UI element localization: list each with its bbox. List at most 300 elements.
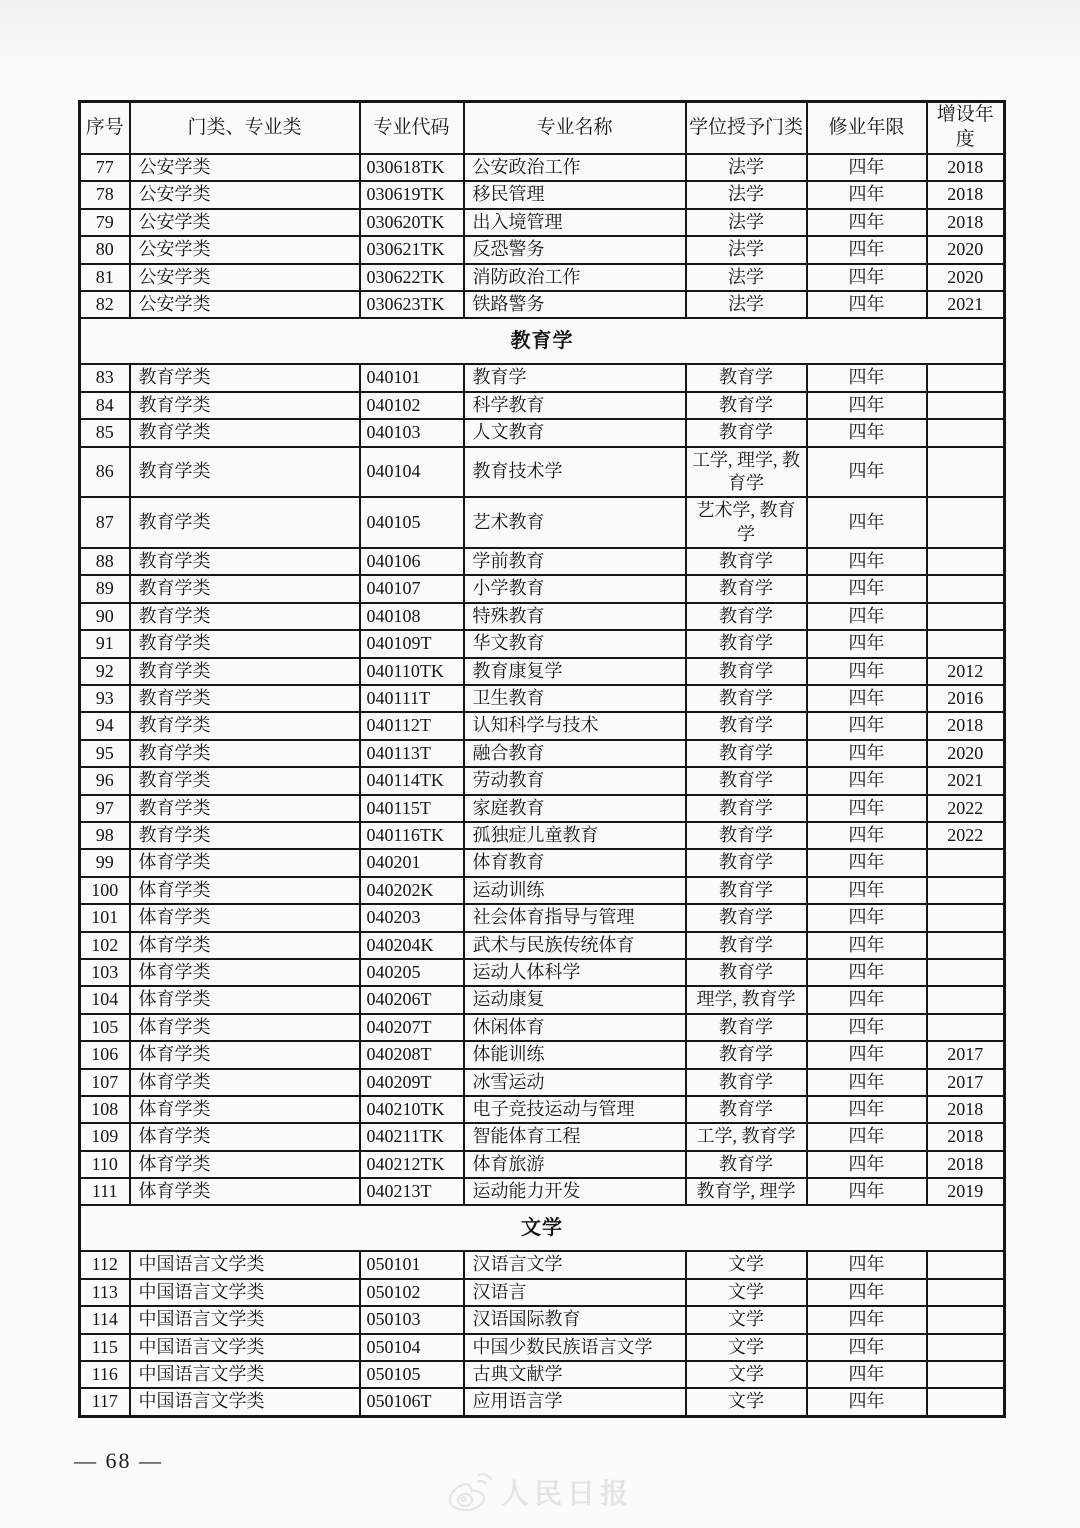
cell-added — [927, 603, 1005, 630]
cell-added: 2022 — [927, 822, 1005, 849]
table-row — [80, 904, 1005, 931]
cell-added: 2020 — [927, 236, 1005, 263]
cell-degree: 教育学 — [686, 1041, 807, 1068]
cell-name: 教育学 — [464, 364, 686, 391]
cell-degree: 法学 — [686, 236, 807, 263]
cell-category: 教育学类 — [130, 419, 360, 446]
cell-added: 2018 — [927, 1096, 1005, 1123]
cell-added — [927, 849, 1005, 876]
cell-name: 华文教育 — [464, 630, 686, 657]
cell-degree: 教育学 — [686, 658, 807, 685]
cell-name: 孤独症儿童教育 — [464, 822, 686, 849]
cell-code: 040102 — [360, 392, 464, 419]
table-row — [80, 849, 1005, 876]
cell-category: 教育学类 — [130, 392, 360, 419]
cell-category: 教育学类 — [130, 364, 360, 391]
cell-code: 040103 — [360, 419, 464, 446]
cell-code: 040111T — [360, 685, 464, 712]
cell-code: 040207T — [360, 1014, 464, 1041]
cell-years: 四年 — [807, 795, 927, 822]
cell-degree: 教育学 — [686, 1069, 807, 1096]
table-row — [80, 264, 1005, 291]
cell-code: 040210TK — [360, 1096, 464, 1123]
cell-added — [927, 1361, 1005, 1388]
cell-degree: 教育学 — [686, 904, 807, 931]
cell-added: 2020 — [927, 264, 1005, 291]
cell-no: 89 — [80, 575, 130, 602]
cell-no: 78 — [80, 181, 130, 208]
cell-name: 电子竞技运动与管理 — [464, 1096, 686, 1123]
majors-table — [78, 100, 1006, 1418]
cell-degree: 教育学 — [686, 548, 807, 575]
cell-code: 040112T — [360, 712, 464, 739]
table-row — [80, 392, 1005, 419]
cell-degree: 教育学 — [686, 603, 807, 630]
cell-category: 中国语言文学类 — [130, 1306, 360, 1333]
column-header-no: 序号 — [80, 102, 130, 155]
table-row — [80, 767, 1005, 794]
table-row — [80, 685, 1005, 712]
cell-years: 四年 — [807, 959, 927, 986]
cell-name: 消防政治工作 — [464, 264, 686, 291]
cell-years: 四年 — [807, 685, 927, 712]
cell-name: 学前教育 — [464, 548, 686, 575]
cell-degree: 工学, 教育学 — [686, 1123, 807, 1150]
cell-category: 公安学类 — [130, 181, 360, 208]
cell-added — [927, 1334, 1005, 1361]
cell-added: 2018 — [927, 1123, 1005, 1150]
table-row — [80, 209, 1005, 236]
cell-added: 2022 — [927, 795, 1005, 822]
column-header-degree: 学位授予门类 — [686, 102, 807, 155]
table-row — [80, 154, 1005, 181]
cell-code: 040209T — [360, 1069, 464, 1096]
cell-category: 体育学类 — [130, 1123, 360, 1150]
cell-code: 030618TK — [360, 154, 464, 181]
cell-name: 劳动教育 — [464, 767, 686, 794]
table-row — [80, 630, 1005, 657]
table-row — [80, 658, 1005, 685]
cell-degree: 文学 — [686, 1388, 807, 1416]
cell-no: 104 — [80, 986, 130, 1013]
cell-category: 中国语言文学类 — [130, 1334, 360, 1361]
cell-added: 2012 — [927, 658, 1005, 685]
cell-code: 030623TK — [360, 291, 464, 318]
cell-added — [927, 548, 1005, 575]
cell-degree: 教育学 — [686, 1014, 807, 1041]
cell-years: 四年 — [807, 603, 927, 630]
table-row — [80, 795, 1005, 822]
cell-code: 030622TK — [360, 264, 464, 291]
cell-no: 99 — [80, 849, 130, 876]
cell-code: 040213T — [360, 1178, 464, 1205]
table-row — [80, 603, 1005, 630]
cell-degree: 教育学 — [686, 1151, 807, 1178]
cell-years: 四年 — [807, 1334, 927, 1361]
cell-no: 101 — [80, 904, 130, 931]
cell-years: 四年 — [807, 419, 927, 446]
cell-added — [927, 447, 1005, 498]
table-row — [80, 548, 1005, 575]
cell-degree: 文学 — [686, 1334, 807, 1361]
cell-name: 认知科学与技术 — [464, 712, 686, 739]
table-row — [80, 1388, 1005, 1416]
cell-code: 040110TK — [360, 658, 464, 685]
cell-years: 四年 — [807, 1251, 927, 1278]
weibo-logo-icon — [447, 1472, 493, 1512]
cell-added — [927, 904, 1005, 931]
cell-no: 85 — [80, 419, 130, 446]
cell-code: 040116TK — [360, 822, 464, 849]
column-header-years: 修业年限 — [807, 102, 927, 155]
table-header-row — [80, 102, 1005, 155]
cell-code: 050106T — [360, 1388, 464, 1416]
cell-no: 96 — [80, 767, 130, 794]
cell-years: 四年 — [807, 986, 927, 1013]
cell-category: 教育学类 — [130, 603, 360, 630]
cell-added — [927, 497, 1005, 548]
cell-added: 2017 — [927, 1069, 1005, 1096]
cell-no: 111 — [80, 1178, 130, 1205]
cell-years: 四年 — [807, 1306, 927, 1333]
cell-degree: 教育学 — [686, 685, 807, 712]
cell-name: 体育旅游 — [464, 1151, 686, 1178]
cell-degree: 艺术学, 教育学 — [686, 497, 807, 548]
cell-years: 四年 — [807, 658, 927, 685]
table-row — [80, 497, 1005, 548]
cell-degree: 法学 — [686, 291, 807, 318]
cell-code: 040203 — [360, 904, 464, 931]
cell-code: 040107 — [360, 575, 464, 602]
cell-code: 050105 — [360, 1361, 464, 1388]
cell-code: 040114TK — [360, 767, 464, 794]
cell-name: 冰雪运动 — [464, 1069, 686, 1096]
cell-name: 人文教育 — [464, 419, 686, 446]
cell-degree: 法学 — [686, 264, 807, 291]
cell-category: 教育学类 — [130, 447, 360, 498]
cell-code: 040202K — [360, 877, 464, 904]
cell-years: 四年 — [807, 1041, 927, 1068]
cell-years: 四年 — [807, 236, 927, 263]
cell-name: 体能训练 — [464, 1041, 686, 1068]
cell-name: 铁路警务 — [464, 291, 686, 318]
cell-name: 小学教育 — [464, 575, 686, 602]
cell-years: 四年 — [807, 548, 927, 575]
cell-no: 116 — [80, 1361, 130, 1388]
table-row — [80, 1069, 1005, 1096]
cell-name: 古典文献学 — [464, 1361, 686, 1388]
cell-code: 040108 — [360, 603, 464, 630]
cell-degree: 教育学 — [686, 712, 807, 739]
cell-added: 2018 — [927, 181, 1005, 208]
cell-degree: 教育学 — [686, 575, 807, 602]
cell-degree: 文学 — [686, 1306, 807, 1333]
cell-years: 四年 — [807, 1361, 927, 1388]
cell-category: 教育学类 — [130, 685, 360, 712]
cell-years: 四年 — [807, 392, 927, 419]
cell-degree: 文学 — [686, 1361, 807, 1388]
column-header-category: 门类、专业类 — [130, 102, 360, 155]
cell-added — [927, 392, 1005, 419]
cell-name: 教育康复学 — [464, 658, 686, 685]
cell-no: 93 — [80, 685, 130, 712]
cell-name: 科学教育 — [464, 392, 686, 419]
cell-code: 040104 — [360, 447, 464, 498]
cell-degree: 法学 — [686, 154, 807, 181]
cell-category: 体育学类 — [130, 1041, 360, 1068]
cell-degree: 教育学 — [686, 932, 807, 959]
cell-code: 040212TK — [360, 1151, 464, 1178]
cell-name: 出入境管理 — [464, 209, 686, 236]
table-row — [80, 1334, 1005, 1361]
table-row — [80, 1041, 1005, 1068]
cell-no: 90 — [80, 603, 130, 630]
cell-category: 体育学类 — [130, 1014, 360, 1041]
table-row — [80, 291, 1005, 318]
table-row — [80, 986, 1005, 1013]
cell-code: 040206T — [360, 986, 464, 1013]
cell-degree: 工学, 理学, 教育学 — [686, 447, 807, 498]
cell-years: 四年 — [807, 904, 927, 931]
cell-degree: 教育学 — [686, 877, 807, 904]
cell-name: 体育教育 — [464, 849, 686, 876]
cell-category: 教育学类 — [130, 658, 360, 685]
cell-name: 移民管理 — [464, 181, 686, 208]
cell-code: 040113T — [360, 740, 464, 767]
cell-category: 教育学类 — [130, 630, 360, 657]
cell-name: 社会体育指导与管理 — [464, 904, 686, 931]
table-row — [80, 419, 1005, 446]
cell-added: 2020 — [927, 740, 1005, 767]
cell-years: 四年 — [807, 575, 927, 602]
cell-name: 休闲体育 — [464, 1014, 686, 1041]
cell-category: 教育学类 — [130, 712, 360, 739]
cell-category: 体育学类 — [130, 877, 360, 904]
cell-years: 四年 — [807, 364, 927, 391]
cell-no: 81 — [80, 264, 130, 291]
section-title: 教育学 — [80, 318, 1005, 364]
cell-no: 79 — [80, 209, 130, 236]
cell-category: 体育学类 — [130, 1069, 360, 1096]
cell-name: 运动训练 — [464, 877, 686, 904]
cell-years: 四年 — [807, 154, 927, 181]
table-row — [80, 1096, 1005, 1123]
cell-code: 040101 — [360, 364, 464, 391]
cell-degree: 教育学 — [686, 1096, 807, 1123]
cell-degree: 法学 — [686, 181, 807, 208]
cell-code: 040201 — [360, 849, 464, 876]
table-row — [80, 236, 1005, 263]
cell-no: 86 — [80, 447, 130, 498]
cell-added: 2021 — [927, 767, 1005, 794]
watermark — [447, 1472, 633, 1512]
table-row — [80, 959, 1005, 986]
cell-name: 运动人体科学 — [464, 959, 686, 986]
cell-added — [927, 959, 1005, 986]
cell-added — [927, 364, 1005, 391]
cell-years: 四年 — [807, 877, 927, 904]
cell-years: 四年 — [807, 1178, 927, 1205]
table-row — [80, 822, 1005, 849]
cell-degree: 教育学 — [686, 740, 807, 767]
table-row — [80, 1151, 1005, 1178]
watermark-label: 人民日报 — [500, 1479, 634, 1510]
cell-years: 四年 — [807, 740, 927, 767]
cell-years: 四年 — [807, 447, 927, 498]
cell-name: 反恐警务 — [464, 236, 686, 263]
cell-years: 四年 — [807, 1151, 927, 1178]
cell-category: 教育学类 — [130, 740, 360, 767]
cell-name: 家庭教育 — [464, 795, 686, 822]
cell-name: 艺术教育 — [464, 497, 686, 548]
cell-no: 112 — [80, 1251, 130, 1278]
cell-no: 83 — [80, 364, 130, 391]
section-row — [80, 1205, 1005, 1251]
cell-category: 体育学类 — [130, 849, 360, 876]
cell-degree: 教育学 — [686, 795, 807, 822]
table-row — [80, 1014, 1005, 1041]
cell-degree: 文学 — [686, 1279, 807, 1306]
cell-name: 融合教育 — [464, 740, 686, 767]
cell-years: 四年 — [807, 291, 927, 318]
cell-degree: 教育学 — [686, 822, 807, 849]
cell-no: 77 — [80, 154, 130, 181]
page-number: — 68 — — [74, 1448, 163, 1473]
cell-category: 公安学类 — [130, 154, 360, 181]
cell-category: 教育学类 — [130, 767, 360, 794]
cell-category: 教育学类 — [130, 822, 360, 849]
cell-years: 四年 — [807, 1069, 927, 1096]
cell-no: 103 — [80, 959, 130, 986]
table-row — [80, 1279, 1005, 1306]
cell-category: 体育学类 — [130, 1151, 360, 1178]
cell-no: 97 — [80, 795, 130, 822]
table-row — [80, 740, 1005, 767]
cell-code: 040106 — [360, 548, 464, 575]
cell-category: 中国语言文学类 — [130, 1251, 360, 1278]
cell-no: 100 — [80, 877, 130, 904]
cell-code: 050103 — [360, 1306, 464, 1333]
column-header-code: 专业代码 — [360, 102, 464, 155]
cell-added: 2019 — [927, 1178, 1005, 1205]
table-row — [80, 932, 1005, 959]
cell-name: 中国少数民族语言文学 — [464, 1334, 686, 1361]
cell-added — [927, 630, 1005, 657]
cell-name: 卫生教育 — [464, 685, 686, 712]
column-header-added: 增设年度 — [927, 102, 1005, 155]
cell-no: 113 — [80, 1279, 130, 1306]
cell-category: 体育学类 — [130, 932, 360, 959]
cell-name: 汉语言 — [464, 1279, 686, 1306]
cell-no: 84 — [80, 392, 130, 419]
cell-years: 四年 — [807, 630, 927, 657]
cell-no: 115 — [80, 1334, 130, 1361]
table-row — [80, 575, 1005, 602]
cell-name: 武术与民族传统体育 — [464, 932, 686, 959]
table-row — [80, 712, 1005, 739]
cell-added — [927, 986, 1005, 1013]
cell-years: 四年 — [807, 1388, 927, 1416]
cell-no: 82 — [80, 291, 130, 318]
cell-name: 特殊教育 — [464, 603, 686, 630]
cell-no: 91 — [80, 630, 130, 657]
cell-category: 体育学类 — [130, 959, 360, 986]
cell-code: 050102 — [360, 1279, 464, 1306]
cell-years: 四年 — [807, 767, 927, 794]
cell-added — [927, 575, 1005, 602]
cell-no: 117 — [80, 1388, 130, 1416]
cell-no: 87 — [80, 497, 130, 548]
cell-years: 四年 — [807, 1014, 927, 1041]
table-row — [80, 364, 1005, 391]
cell-category: 体育学类 — [130, 1178, 360, 1205]
cell-code: 040115T — [360, 795, 464, 822]
cell-category: 公安学类 — [130, 236, 360, 263]
cell-added — [927, 1014, 1005, 1041]
cell-no: 80 — [80, 236, 130, 263]
cell-degree: 教育学 — [686, 392, 807, 419]
cell-category: 教育学类 — [130, 795, 360, 822]
cell-added: 2018 — [927, 154, 1005, 181]
cell-no: 88 — [80, 548, 130, 575]
cell-added — [927, 1251, 1005, 1278]
cell-no: 94 — [80, 712, 130, 739]
section-row — [80, 318, 1005, 364]
cell-category: 中国语言文学类 — [130, 1388, 360, 1416]
cell-added: 2018 — [927, 209, 1005, 236]
cell-name: 汉语国际教育 — [464, 1306, 686, 1333]
cell-added — [927, 419, 1005, 446]
cell-degree: 理学, 教育学 — [686, 986, 807, 1013]
cell-degree: 教育学 — [686, 419, 807, 446]
cell-years: 四年 — [807, 1123, 927, 1150]
cell-code: 040105 — [360, 497, 464, 548]
cell-years: 四年 — [807, 497, 927, 548]
cell-code: 040204K — [360, 932, 464, 959]
table-row — [80, 1178, 1005, 1205]
cell-degree: 教育学, 理学 — [686, 1178, 807, 1205]
cell-name: 汉语言文学 — [464, 1251, 686, 1278]
cell-no: 108 — [80, 1096, 130, 1123]
cell-code: 050104 — [360, 1334, 464, 1361]
cell-no: 95 — [80, 740, 130, 767]
cell-added: 2018 — [927, 1151, 1005, 1178]
cell-no: 105 — [80, 1014, 130, 1041]
cell-no: 110 — [80, 1151, 130, 1178]
cell-degree: 教育学 — [686, 364, 807, 391]
table-row — [80, 1361, 1005, 1388]
table-row — [80, 181, 1005, 208]
cell-no: 109 — [80, 1123, 130, 1150]
cell-degree: 法学 — [686, 209, 807, 236]
cell-code: 040109T — [360, 630, 464, 657]
cell-name: 智能体育工程 — [464, 1123, 686, 1150]
table-row — [80, 447, 1005, 498]
cell-category: 体育学类 — [130, 986, 360, 1013]
table-row — [80, 877, 1005, 904]
table-row — [80, 1306, 1005, 1333]
cell-category: 中国语言文学类 — [130, 1279, 360, 1306]
cell-code: 030621TK — [360, 236, 464, 263]
cell-years: 四年 — [807, 209, 927, 236]
cell-degree: 教育学 — [686, 959, 807, 986]
column-header-name: 专业名称 — [464, 102, 686, 155]
cell-name: 教育技术学 — [464, 447, 686, 498]
cell-name: 公安政治工作 — [464, 154, 686, 181]
cell-no: 102 — [80, 932, 130, 959]
cell-code: 050101 — [360, 1251, 464, 1278]
cell-no: 106 — [80, 1041, 130, 1068]
